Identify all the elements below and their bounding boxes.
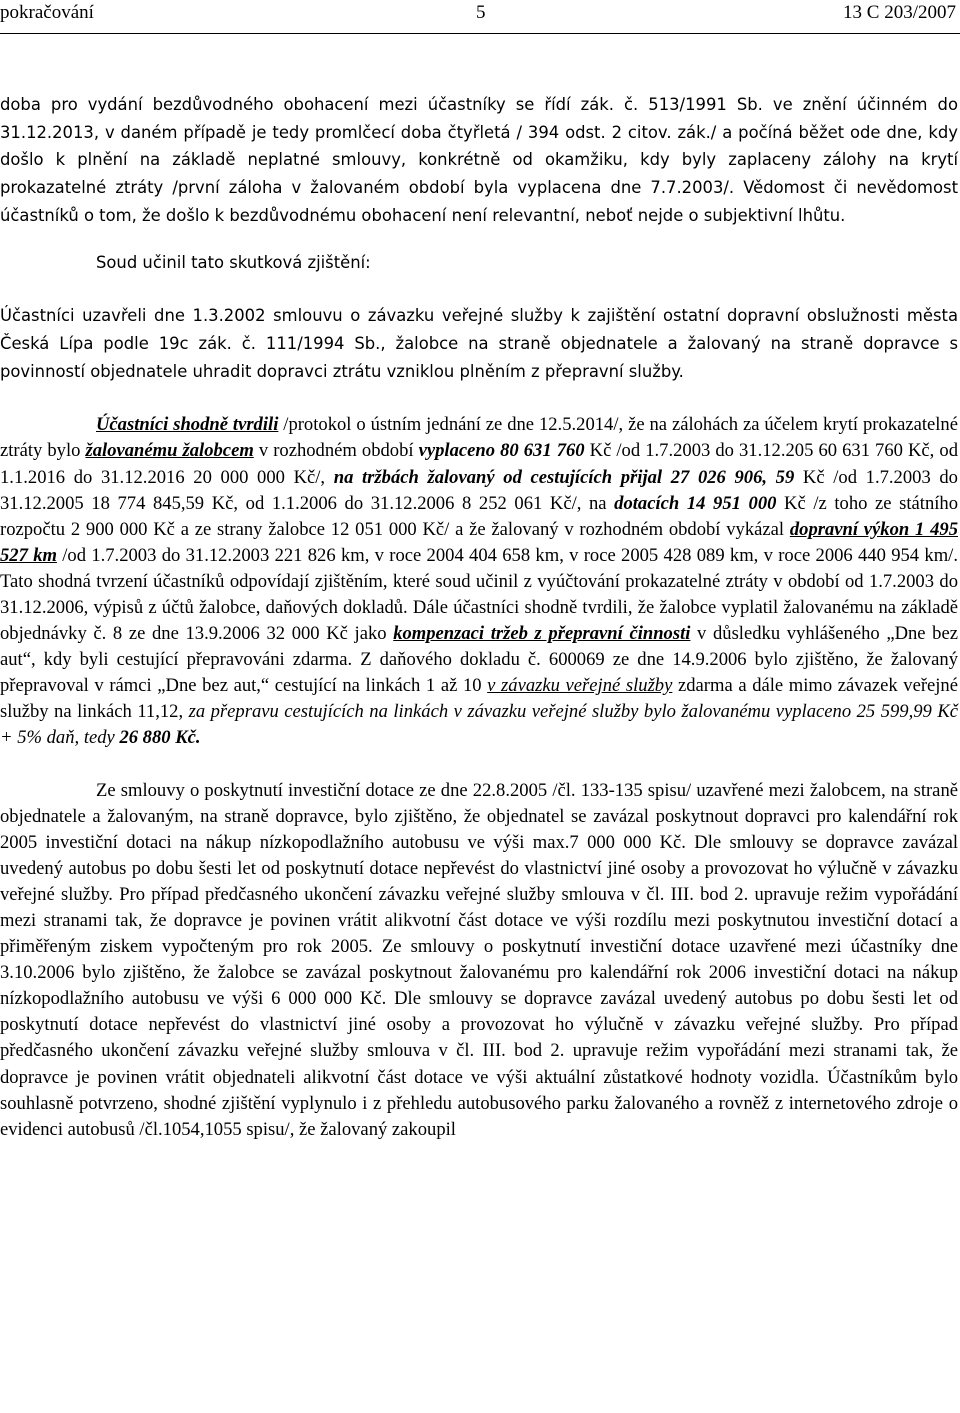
emphasis-public-service: v závazku veřejné služby	[487, 675, 673, 697]
paragraph-limitation-period: doba pro vydání bezdůvodného obohacení mezi účastníky se řídí zák. č. 513/1991 Sb. ve znění účinném do 31.12.2013, v daném případě je tedy promlčecí doba čtyřletá / 394 odst. 2 citov. zák./ a počíná běžet ode dne, kdy došlo k plnění na základě neplatné smlouvy, konkrétně od okamžiku, kdy byly zaplaceny zálohy na krytí prokazatelné ztráty /první záloha v žalovaném období byla vyplacena dne 7.7.2003/. Vědomost či nevědomost účastníků o tom, že došlo k bezdůvodnému obohacení není relevantní, neboť nejde o subjektivní lhůtu.	[0, 95, 958, 225]
emphasis-transport-output: dopravní výkon 1 495 527 km	[0, 518, 958, 566]
emphasis-fare-revenue: na tržbách žalovaný od cestujících přijal 27 026 906, 59	[333, 466, 795, 488]
header-page-number: 5	[476, 2, 486, 23]
header-continuation-label: pokračování	[0, 2, 94, 23]
text-run: Kč /od 1.7.2003 do 31.12.205 60 631 760 Kč, od 1.1.2016 do 31.12.2016 20 000 000 Kč/,	[0, 440, 958, 488]
emphasis-total-amount: 26 880 Kč.	[119, 727, 201, 749]
text-run: v důsledku vyhlášeného „Dne bez aut“, kdy byli cestující přepravováni zdarma. Z daňového dokladu č. 600069 ze dne 14.9.2006 bylo zjištěno, že žalovaný přepravoval v rámci „Dne bez aut,“ cestující na linkách 1 až 10	[0, 623, 958, 697]
emphasis-subsidies: dotacích 14 951 000	[614, 492, 777, 514]
page-header	[0, 2, 960, 32]
paragraph-contract-findings: Účastníci uzavřeli dne 1.3.2002 smlouvu o závazku veřejné služby k zajištění ostatní dopravní obslužnosti města Česká Lípa podle 19c zák. č. 111/1994 Sb., žalobce na straně objednatele a žalovaný na straně dopravce s povinností objednatele uhradit dopravci ztrátu vzniklou plněním z přepravní služby.	[0, 306, 958, 381]
paragraph-investment-subsidy: Ze smlouvy o poskytnutí investiční dotace ze dne 22.8.2005 /čl. 133-135 spisu/ uzavřené mezi žalobcem, na straně objednatele a žalovaným, na straně dopravce, bylo zjištěno, že objednatel se zavázal poskytnout dopravci pro kalendářní rok 2005 investiční dotaci na nákup nízkopodlažního autobusu ve výši max.7 000 000 Kč. Dle smlouvy se dopravce zavázal uvedený autobus po dobu šesti let od poskytnutí dotace nepřevést do vlastnictví jiné osoby a provozovat ho výlučně v závazku veřejné služby. Pro případ předčasného ukončení závazku veřejné služby smlouva v čl. III. bod 2. upravuje režim vypořádání mezi stranami tak, že dopravce je povinen vrátit alikvotní část dotace ve výši rozdílu mezi poskytnutou investiční dotací a přiměřeným ziskem vypočteným pro rok 2005. Ze smlouvy o poskytnutí investiční dotace uzavřené mezi účastníky dne 3.10.2006 bylo zjištěno, že žalobce se zavázal poskytnout žalovanému pro kalendářní rok 2006 investiční dotaci na nákup nízkopodlažního autobusu ve výši 6 000 000 Kč. Dle smlouvy se dopravce zavázal uvedený autobus po dobu šesti let od poskytnutí dotace nepřevést do vlastnictví jiné osoby a provozovat ho výlučně v závazku veřejné služby. Pro případ předčasného ukončení závazku veřejné služby smlouva v čl. III. bod 2. upravuje režim vypořádání mezi stranami tak, že dopravce je povinen vrátit objednateli alikvotní část dotace ve výši aktuální zůstatkové hodnoty vozidla. Účastníkům bylo souhlasně potvrzeno, shodné zjištění vyplynulo i z přehledu autobusového parku žalovaného a rovněž z internetového zdroje o evidenci autobusů /čl.1054,1055 spisu/, že žalovaný zakoupil	[0, 779, 958, 1140]
emphasis-passenger-transport: za přepravu cestujících na linkách v závazku veřejné služby bylo žalovanému vyplaceno 25 599,99 Kč + 5% daň, tedy	[0, 701, 958, 749]
emphasis-parties-agreed: Účastníci shodně tvrdili	[96, 414, 279, 436]
text-run: v rozhodném období	[253, 440, 419, 462]
emphasis-revenue-compensation: kompenzaci tržeb z přepravní činnosti	[393, 623, 691, 645]
paragraph-parties-agreed-claims	[0, 412, 958, 751]
document-body	[0, 91, 958, 1143]
emphasis-advances-paid: vyplaceno 80 631 760	[418, 440, 585, 462]
text-run: Kč /od 1.7.2003 do 31.12.2005 18 774 845,59 Kč, od 1.1.2006 do 31.12.2006 8 252 061 Kč/, na	[0, 466, 958, 514]
text-run: /od 1.7.2003 do 31.12.2003 221 826 km, v roce 2004 404 658 km, v roce 2005 428 089 km, v roce 2006 440 954 km/. Tato shodná tvrzení účastníků odpovídají zjištěním, které soud učinil z vyúčtování prokazatelné ztráty v období od 1.7.2003 do 31.12.2006, výpisů z účtů žalobce, daňových dokladů. Dále účastníci shodně tvrdili, že žalobce vyplatil žalovanému na základě objednávky č. 8 ze dne 13.9.2006 32 000 Kč jako	[0, 544, 958, 645]
paragraph-findings-intro: Soud učinil tato skutková zjištění:	[96, 252, 371, 272]
header-case-number: 13 C 203/2007	[843, 2, 956, 23]
emphasis-paid-by-plaintiff: žalovanému žalobcem	[85, 440, 254, 462]
text-run: zdarma a dále mimo závazek veřejné služby na linkách 11,12,	[0, 675, 958, 723]
text-run: Kč /z toho ze státního rozpočtu 2 900 000 Kč a ze strany žalobce 12 051 000 Kč/ a že žalovaný v rozhodném období vykázal	[0, 492, 959, 540]
text-run: /protokol o ústním jednání ze dne 12.5.2014/, že na zálohách za účelem krytí prokazatelné ztráty bylo	[0, 414, 958, 462]
header-rule	[0, 33, 960, 34]
